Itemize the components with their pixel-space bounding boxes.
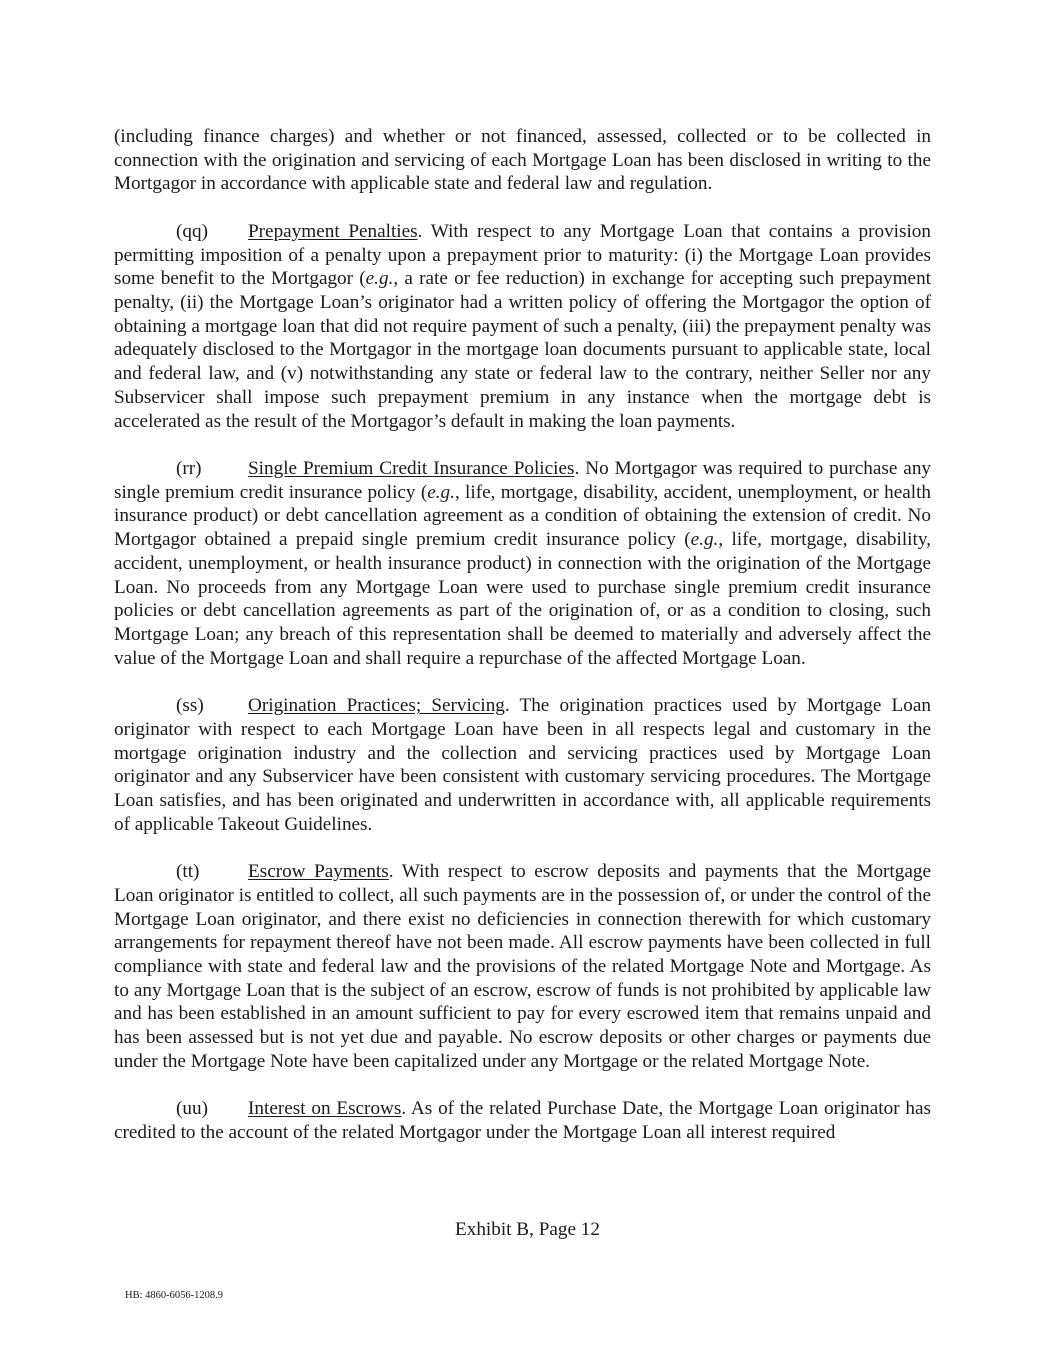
page-footer-label: Exhibit B, Page 12 <box>455 1219 600 1240</box>
section-interest-on-escrows <box>114 1097 931 1144</box>
section-number: (tt) <box>176 861 200 883</box>
section-text-italic: e.g. <box>365 268 394 290</box>
section-prepayment-penalties <box>114 220 931 433</box>
section-heading: Origination Practices; Servicing <box>248 695 505 717</box>
document-body <box>114 125 931 1169</box>
section-heading: Escrow Payments <box>248 861 389 883</box>
section-text: , a rate or fee reduction) in exchange for accepting such prepayment penalty, (ii) the Mortgage Loan’s originator had a written policy of offering the Mortgagor the option of obtaining a mortgage loan that did not require payment of such a penalty, (iii) the prepayment penalty was adequately disclosed to the Mortgagor in the mortgage loan documents pursuant to applicable state, local and federal law, and (v) notwithstanding any state or federal law to the contrary, neither Seller nor any Subservicer shall impose such prepayment premium in any instance when the mortgage debt is accelerated as the result of the Mortgagor’s default in making the loan payments. <box>114 268 932 432</box>
section-text: . As of the related Purchase Date, the Mortgage Loan originator has credited to the account of the related Mortgagor under the Mortgage Loan all interest required <box>114 1098 932 1143</box>
section-heading: Prepayment Penalties <box>248 220 418 242</box>
section-number: (ss) <box>176 695 204 717</box>
section-escrow-payments <box>114 860 931 1073</box>
section-text: . No Mortgagor was required to purchase any single premium credit insurance policy ( <box>114 458 932 503</box>
section-heading: Single Premium Credit Insurance Policies <box>248 458 575 480</box>
section-number: (rr) <box>176 458 202 480</box>
section-number: (qq) <box>176 220 208 242</box>
section-text-italic: e.g. <box>427 481 455 503</box>
section-text: , life, mortgage, disability, accident, unemployment, or health insurance product) or debt cancellation agreement as a condition of obtaining the extension of credit. No Mortgagor obtained a prepaid single premium credit insurance policy ( <box>114 481 931 551</box>
section-text-italic: e.g. <box>690 529 719 551</box>
section-number: (uu) <box>176 1098 208 1120</box>
section-origination-practices <box>114 694 931 836</box>
document-id: HB: 4860-6056-1208.9 <box>125 1290 223 1301</box>
section-text: . With respect to any Mortgage Loan that contains a provision permitting imposition of a penalty upon a prepayment prior to maturity: (i) the Mortgage Loan provides some benefit to the Mortgagor ( <box>114 220 931 290</box>
section-text: . With respect to escrow deposits and payments that the Mortgage Loan originator is entitled to collect, all such payments are in the possession of, or under the control of the Mortgage Loan originator, and there exist no deficiencies in connection therewith for which customary arrangements for repayment thereof have not been made. All escrow payments have been collected in full compliance with state and federal law and the provisions of the related Mortgage Note and Mortgage. As to any Mortgage Loan that is the subject of an escrow, escrow of funds is not prohibited by applicable law and has been established in an amount sufficient to pay for every escrowed item that remains unpaid and has been assessed but is not yet due and payable. No escrow deposits or other charges or payments due under the Mortgage Note have been capitalized under any Mortgage or the related Mortgage Note. <box>114 861 931 1072</box>
opening-paragraph: (including finance charges) and whether or not financed, assessed, collected or to be collected in connection with the origination and servicing of each Mortgage Loan has been disclosed in writing to the Mortgagor in accordance with applicable state and federal law and regulation. <box>114 126 931 195</box>
section-text: . The origination practices used by Mortgage Loan originator with respect to each Mortgage Loan have been in all respects legal and customary in the mortgage origination industry and the collection and servicing practices used by Mortgage Loan originator and any Subservicer have been consistent with customary servicing procedures. The Mortgage Loan satisfies, and has been originated and underwritten in accordance with, all applicable requirements of applicable Takeout Guidelines. <box>114 695 931 835</box>
section-heading: Interest on Escrows <box>248 1098 402 1120</box>
section-text: , life, mortgage, disability, accident, unemployment, or health insurance product) in connection with the origination of the Mortgage Loan. No proceeds from any Mortgage Loan were used to purchase single premium credit insurance policies or debt cancellation agreements as part of the origination of, or as a condition to closing, such Mortgage Loan; any breach of this representation shall be deemed to materially and adversely affect the value of the Mortgage Loan and shall require a repurchase of the affected Mortgage Loan. <box>114 529 931 669</box>
section-single-premium-credit-insurance <box>114 457 931 670</box>
